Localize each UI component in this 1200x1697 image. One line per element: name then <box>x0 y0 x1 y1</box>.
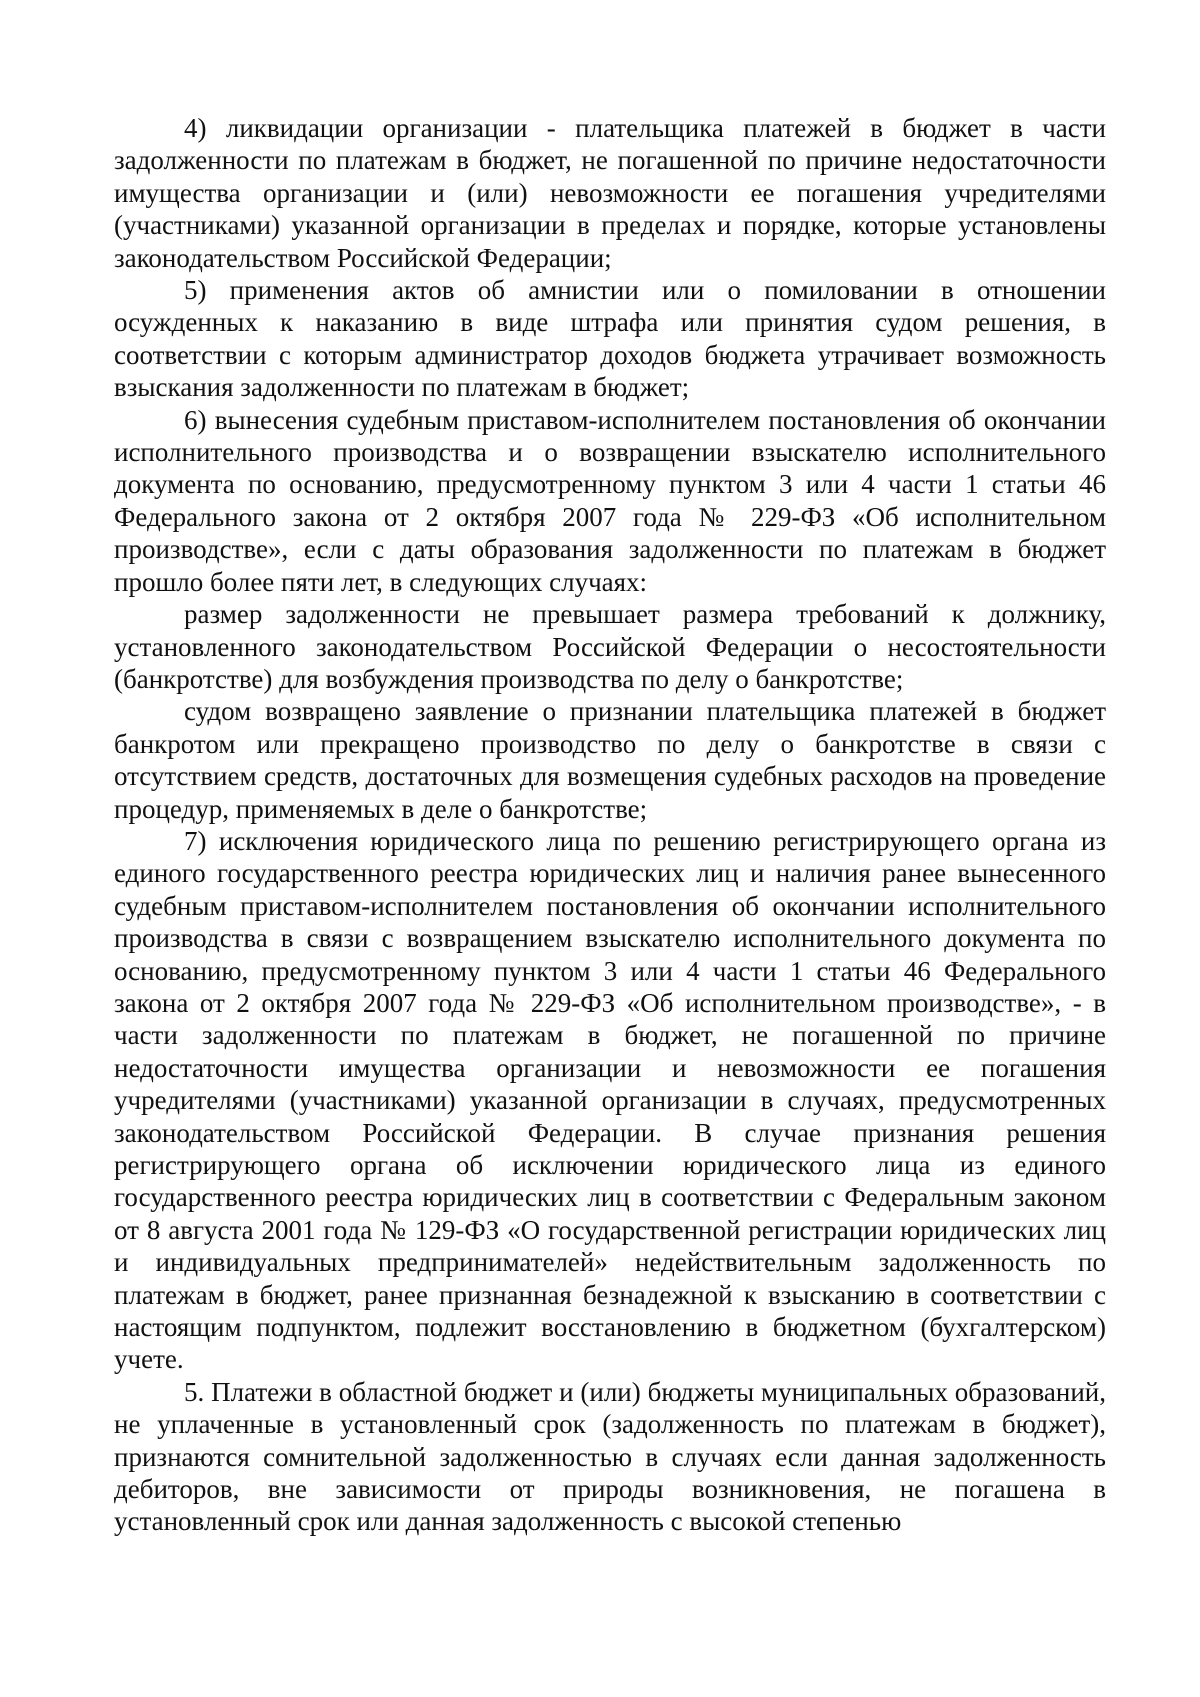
paragraph-case-bankruptcy: судом возвращено заявление о признании плательщика платежей в бюджет банкротом или прекращено производство по делу о банкротстве в связи с отсутствием средств, достаточных для возмещения судебных расходов на проведение процедур, применяемых в деле о банкротстве; <box>114 696 1106 824</box>
paragraph-case-debt-size: размер задолженности не превышает размера требований к должнику, установленного законодательством Российской Федерации о несостоятельности (банкротстве) для возбуждения производства по делу о банкротстве; <box>114 599 1106 694</box>
paragraph-item-4-liquidation: 4) ликвидации организации - плательщика платежей в бюджет в части задолженности по платежам в бюджет, не погашенной по причине недостаточности имущества организации и (или) невозможности ее погашения учредителями (участниками) указанной организации в пределах и порядке, которые установлены законодательством Российской Федерации; <box>114 113 1106 273</box>
document-body <box>114 112 1106 1538</box>
paragraph-item-5-amnesty: 5) применения актов об амнистии или о помиловании в отношении осужденных к наказанию в виде штрафа или принятия судом решения, в соответствии с которым администратор доходов бюджета утрачивает возможность взыскания задолженности по платежам в бюджет; <box>114 275 1106 403</box>
paragraph-section-5-doubtful-debt: 5. Платежи в областной бюджет и (или) бюджеты муниципальных образований, не уплаченные в установленный срок (задолженность по платежам в бюджет), признаются сомнительной задолженностью в случаях если данная задолженность дебиторов, вне зависимости от природы возникновения, не погашена в установленный срок или данная задолженность с высокой степенью <box>114 1376 1106 1537</box>
paragraph-item-6-bailiff: 6) вынесения судебным приставом-исполнителем постановления об окончании исполнительного производства и о возвращении взыскателю исполнительного документа по основанию, предусмотренному пунктом 3 или 4 части 1 статьи 46 Федерального закона от 2 октября 2007 года № 229-ФЗ «Об исполнительном производстве», если с даты образования задолженности по платежам в бюджет прошло более пяти лет, в следующих случаях: <box>114 404 1106 597</box>
paragraph-item-7-exclusion: 7) исключения юридического лица по решению регистрирующего органа из единого государственного реестра юридических лиц и наличия ранее вынесенного судебным приставом-исполнителем постановления об окончании исполнительного производства в связи с возвращением взыскателю исполнительного документа по основанию, предусмотренному пунктом 3 или 4 части 1 статьи 46 Федерального закона от 2 октября 2007 года № 229-ФЗ «Об исполнительном производстве», - в части задолженности по платежам в бюджет, не погашенной по причине недостаточности имущества организации и невозможности ее погашения учредителями (участниками) указанной организации в случаях, предусмотренных законодательством Российской Федерации. В случае признания решения регистрирующего органа об исключении юридического лица из единого государственного реестра юридических лиц в соответствии с Федеральным законом от 8 августа 2001 года № 129-ФЗ «О государственной регистрации юридических лиц и индивидуальных предпринимателей» недействительным задолженность по платежам в бюджет, ранее признанная безнадежной к взысканию в соответствии с настоящим подпунктом, подлежит восстановлению в бюджетном (бухгалтерском) учете. <box>114 825 1106 1375</box>
